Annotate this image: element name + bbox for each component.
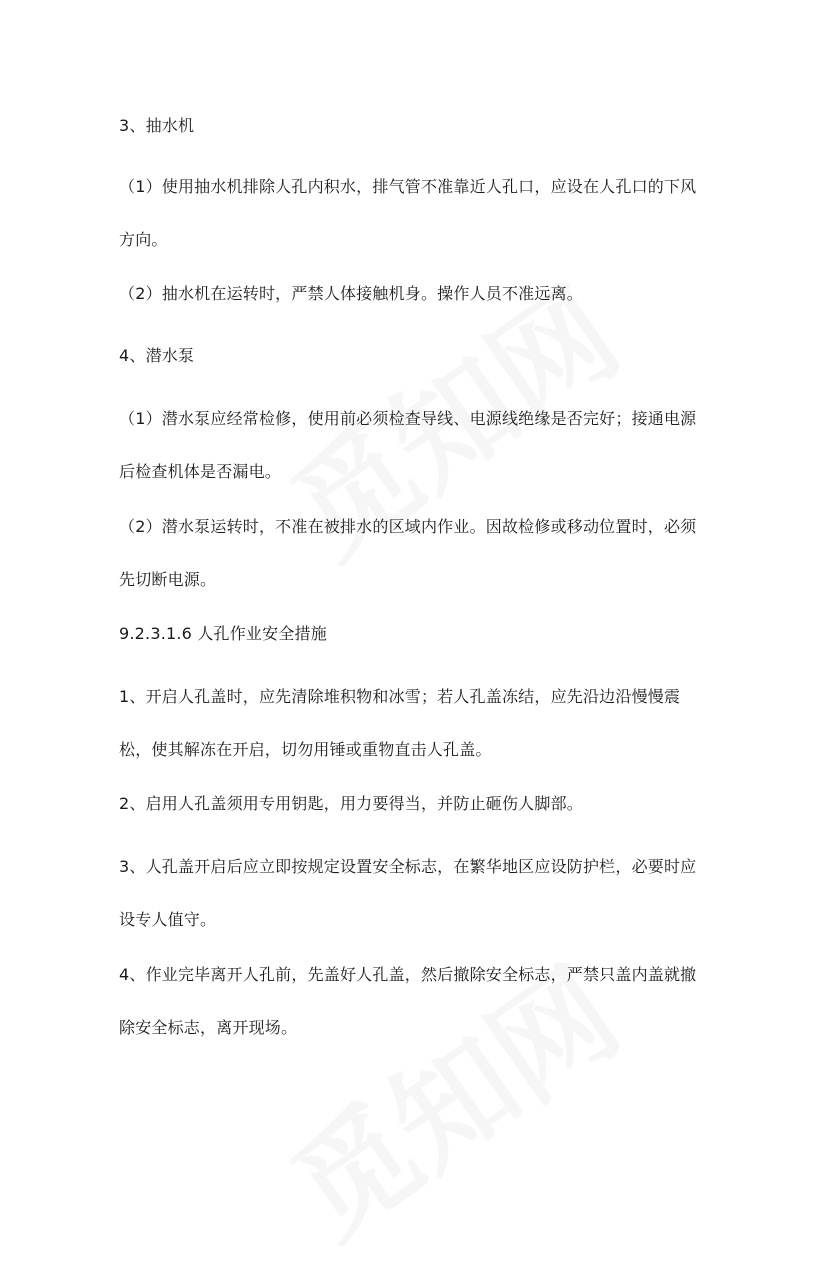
paragraph: 3、人孔盖开启后应立即按规定设置安全标志，在繁华地区应设防护栏，必要时应设专人值守。 bbox=[119, 857, 697, 929]
paragraph: （2）抽水机在运转时，严禁人体接触机身。操作人员不准远离。 bbox=[119, 284, 583, 303]
paragraph: （2）潜水泵运转时，不准在被排水的区域内作业。因故检修或移动位置时，必须先切断电源。 bbox=[119, 517, 697, 589]
paragraph: 4、作业完毕离开人孔前，先盖好人孔盖，然后撤除安全标志，严禁只盖内盖就撤除安全标志，离开现场。 bbox=[119, 965, 697, 1037]
section-heading: 3、抽水机 bbox=[119, 116, 195, 135]
section-heading: 4、潜水泵 bbox=[119, 346, 195, 365]
paragraph: （1）使用抽水机排除人孔内积水，排气管不准靠近人孔口，应设在人孔口的下风方向。 bbox=[119, 177, 697, 249]
subsection-heading: 9.2.3.1.6 人孔作业安全措施 bbox=[119, 624, 327, 643]
paragraph: 1、开启人孔盖时，应先清除堆积物和冰雪；若人孔盖冻结，应先沿边沿慢慢震松，使其解冻在开启，切勿用锤或重物直击人孔盖。 bbox=[119, 687, 681, 759]
paragraph: 2、启用人孔盖须用专用钥匙，用力要得当，并防止砸伤人脚部。 bbox=[119, 794, 583, 813]
paragraph: （1）潜水泵应经常检修，使用前必须检查导线、电源线绝缘是否完好；接通电源后检查机体是否漏电。 bbox=[119, 409, 697, 481]
